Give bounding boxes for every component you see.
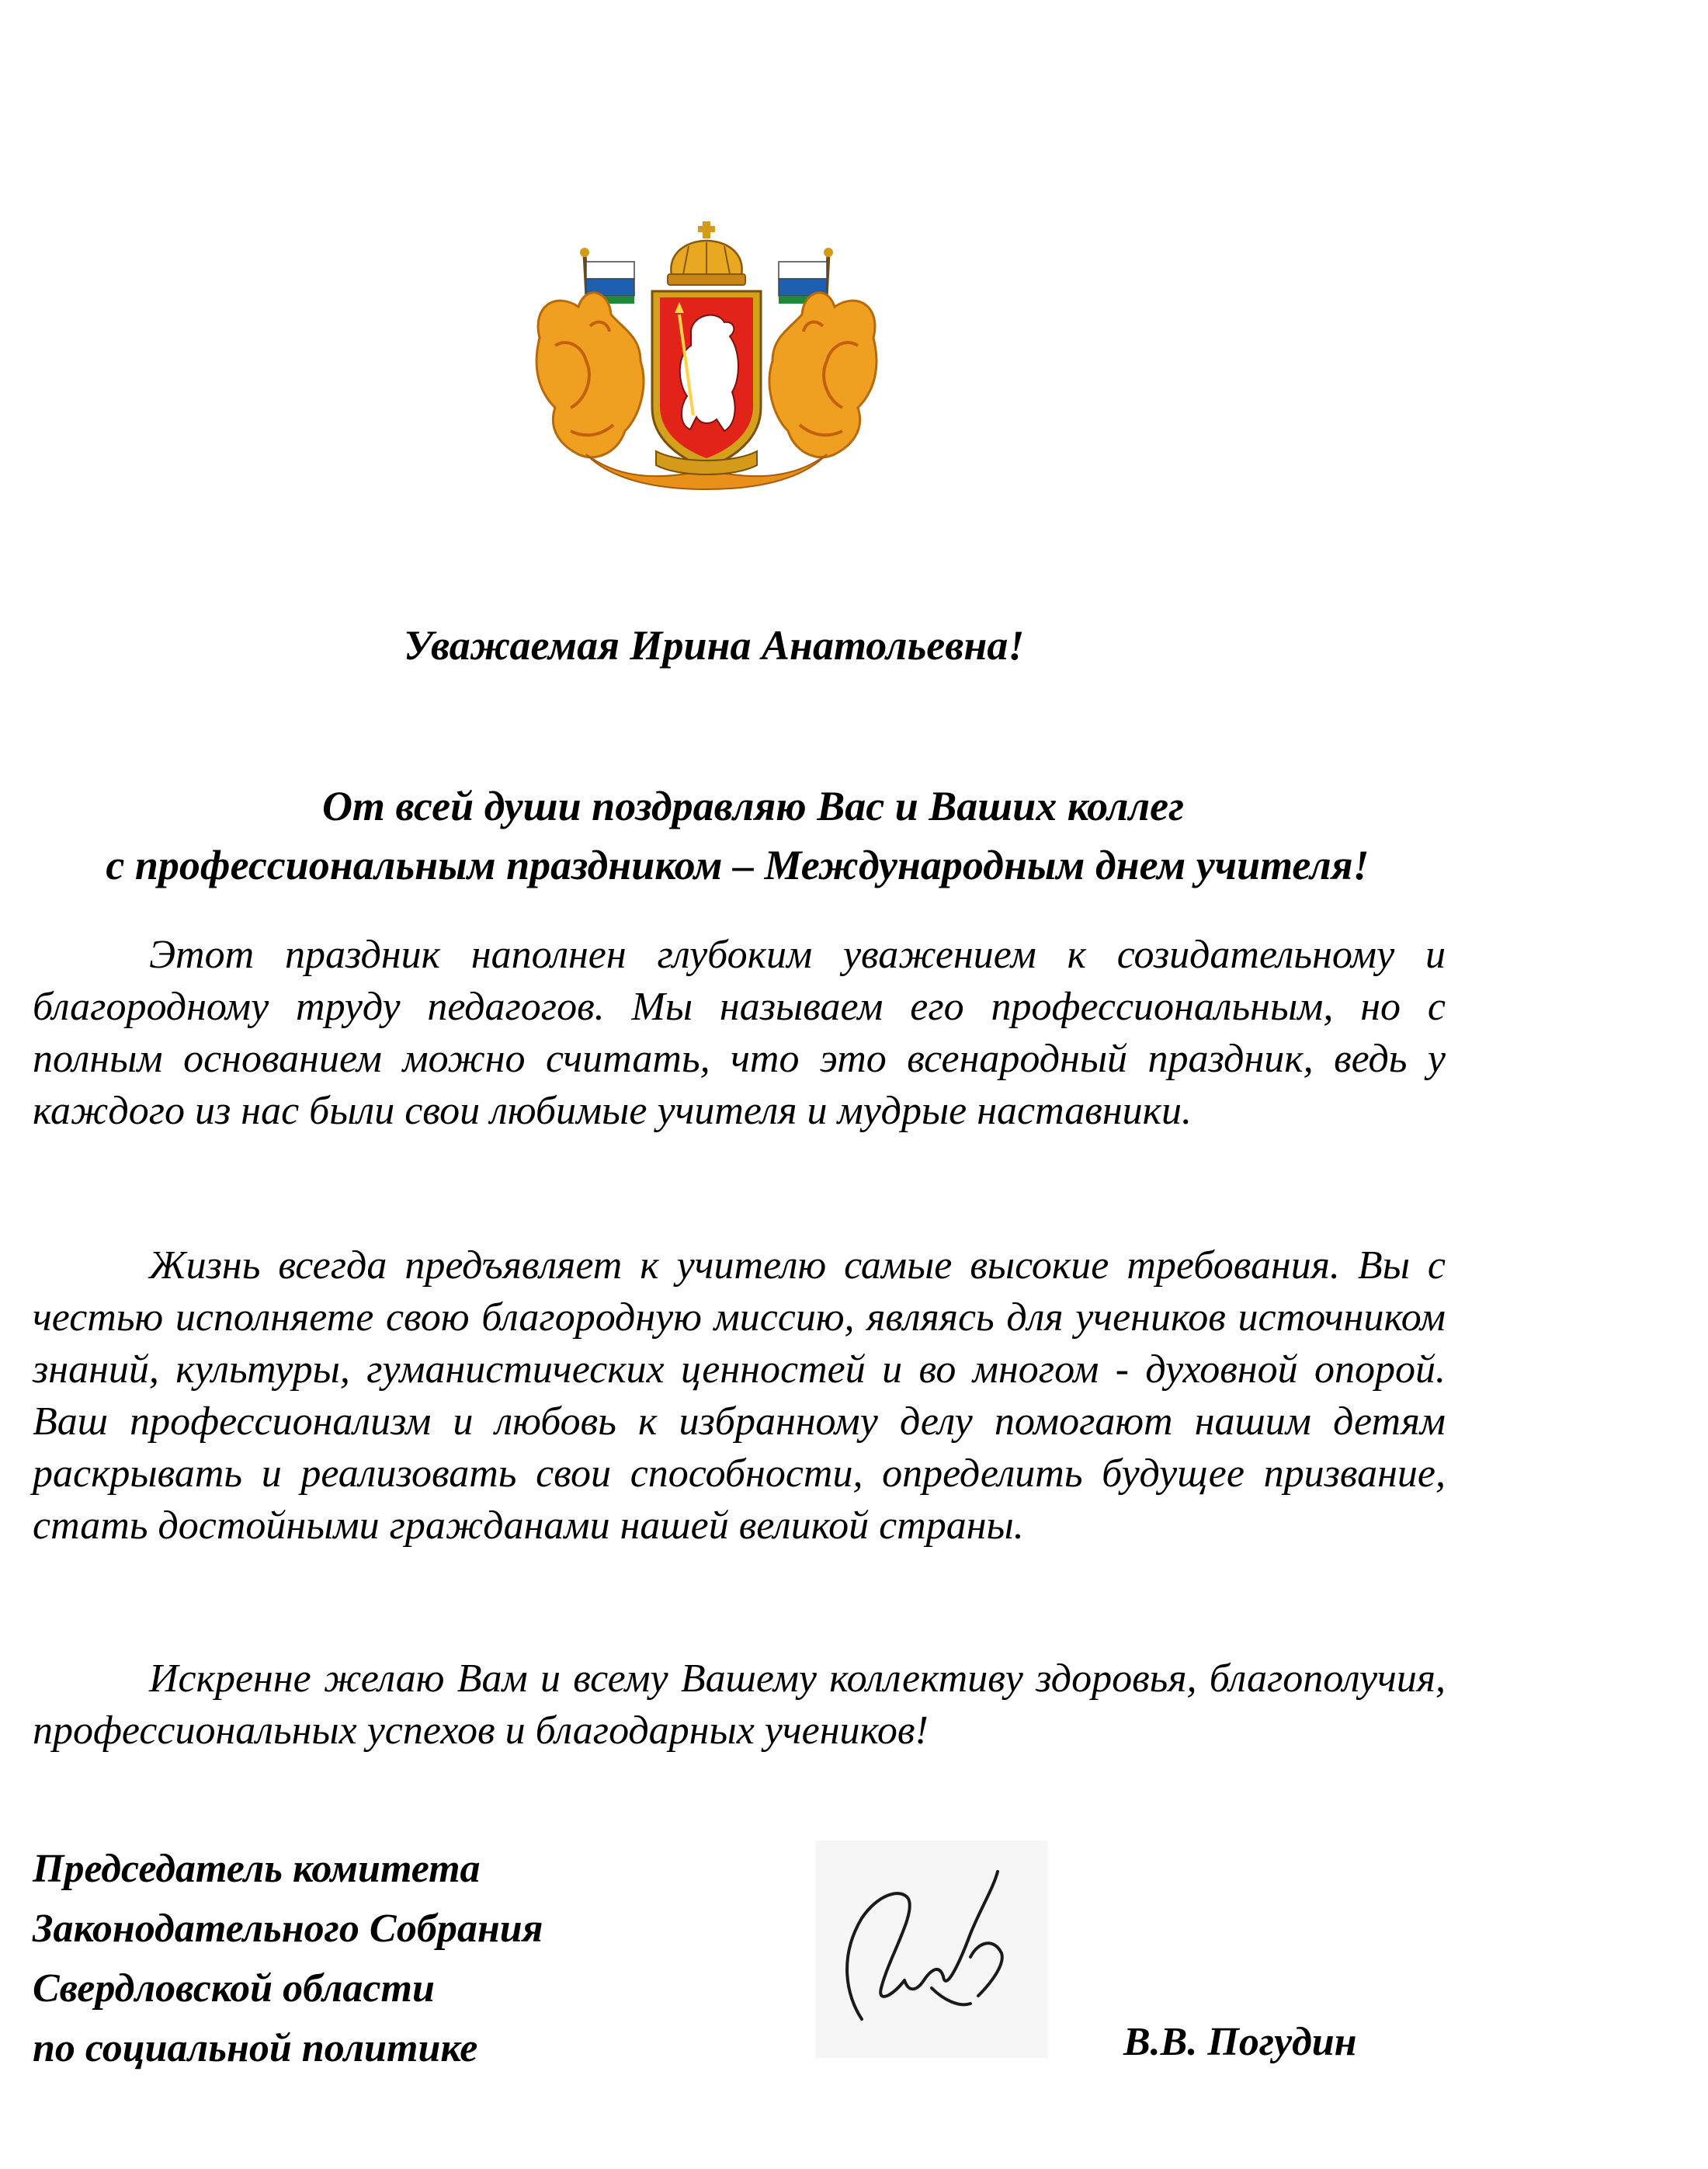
body-paragraph-1: Этот праздник наполнен глубоким уважением к созидательному и благородному труду педагогов. Мы называем его профессиональным, но с полным основанием можно считать, что это всенародный праздник, ведь у каждого из нас были свои любимые учителя и мудрые наставники. bbox=[33, 933, 1446, 1133]
handwritten-signature-icon bbox=[815, 1841, 1048, 2058]
signature-area bbox=[815, 1841, 1048, 2058]
signer-title-block bbox=[33, 1839, 543, 2078]
signer-name: В.В. Погудин bbox=[1123, 2020, 1357, 2064]
body-paragraph-2: Жизнь всегда предъявляет к учителю самые высокие требования. Вы с честью исполняете свою благородную миссию, являясь для учеников источником знаний, культуры, гуманистических ценностей и во многом - духовной опорой. Ваш профессионализм и любовь к избранному делу помогают нашим детям раскрывать и реализовать свои способности, определить будущее призвание, стать достойными гражданами нашей великой страны. bbox=[33, 1243, 1446, 1548]
crown-icon bbox=[668, 221, 745, 285]
greeting-line-1: От всей души поздравляю Вас и Ваших коллег bbox=[321, 783, 1185, 829]
signer-title-line: Свердловской области bbox=[33, 1966, 435, 2011]
greeting-heading bbox=[31, 777, 1444, 895]
signer-title-line: Законодательного Собрания bbox=[33, 1907, 543, 1951]
body-paragraph-3: Искренне желаю Вам и всему Вашему коллективу здоровья, благополучия, профессиональных успехов и благодарных учеников! bbox=[33, 1656, 1446, 1753]
right-griffin-icon bbox=[769, 293, 877, 457]
salutation-heading: Уважаемая Ирина Анатольевна! bbox=[404, 622, 1025, 669]
signer-title-line: по социальной политике bbox=[33, 2026, 478, 2070]
left-griffin-icon bbox=[536, 293, 644, 457]
coat-of-arms-emblem bbox=[524, 221, 889, 493]
greeting-line-2: с профессиональным праздником – Международным днем учителя! bbox=[106, 842, 1370, 888]
signer-title-line: Председатель комитета bbox=[33, 1847, 481, 1891]
shield-icon bbox=[652, 291, 761, 468]
